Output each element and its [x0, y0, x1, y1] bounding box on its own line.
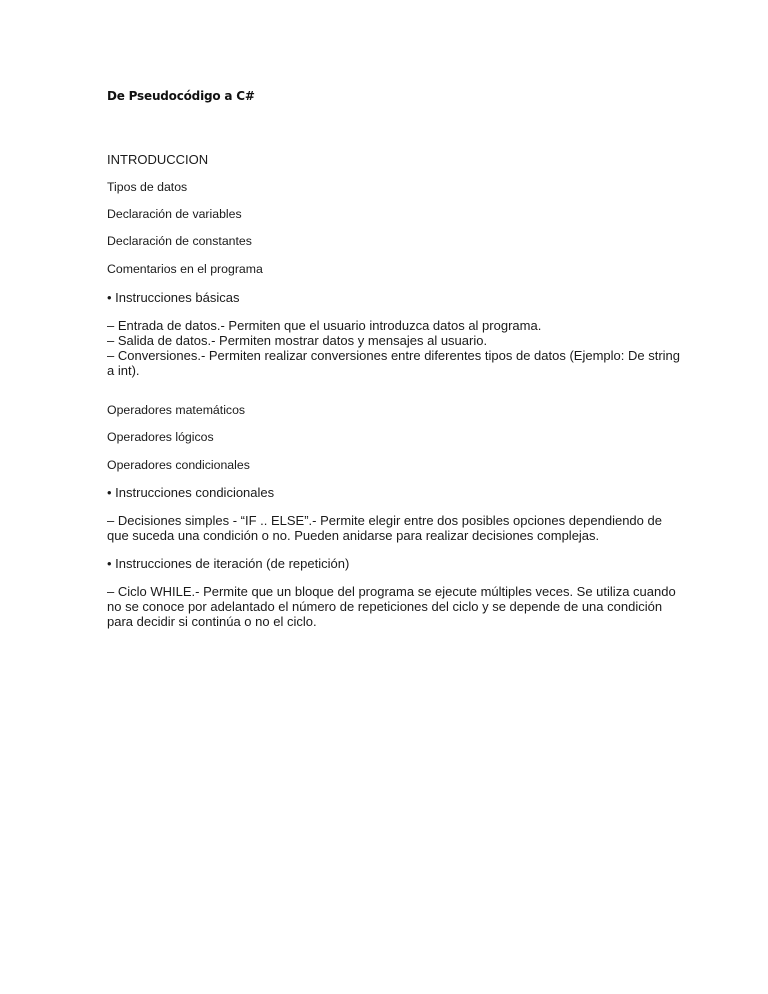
paragraph-line: – Conversiones.- Permiten realizar conversiones entre diferentes tipos de datos (Ejemplo: De string: [107, 348, 680, 363]
heading-introduccion: INTRODUCCION: [107, 152, 209, 167]
item-tipos-de-datos: Tipos de datos: [107, 180, 188, 194]
paragraph-line: a int).: [107, 363, 140, 378]
paragraph-line: – Entrada de datos.- Permiten que el usuario introduzca datos al programa.: [107, 318, 542, 333]
paragraph-decisiones: [107, 513, 663, 543]
paragraph-line: – Decisiones simples - “IF .. ELSE”.- Permite elegir entre dos posibles opciones dependiendo de: [107, 513, 662, 528]
document-title: De Pseudocódigo a C#: [107, 89, 255, 103]
bullet-instrucciones-iteracion: • Instrucciones de iteración (de repetición): [107, 556, 350, 571]
bullet-instrucciones-condicionales: • Instrucciones condicionales: [107, 485, 275, 500]
item-operadores-logicos: Operadores lógicos: [107, 430, 214, 444]
bullet-instrucciones-basicas: • Instrucciones básicas: [107, 290, 240, 305]
item-operadores-matematicos: Operadores matemáticos: [107, 403, 246, 417]
item-operadores-condicionales: Operadores condicionales: [107, 458, 250, 472]
paragraph-instrucciones-basicas: [107, 318, 680, 378]
item-declaracion-variables: Declaración de variables: [107, 207, 242, 221]
paragraph-line: – Ciclo WHILE.- Permite que un bloque del programa se ejecute múltiples veces. Se utiliza cuando: [107, 584, 676, 599]
paragraph-line: – Salida de datos.- Permiten mostrar datos y mensajes al usuario.: [107, 333, 488, 348]
paragraph-ciclo-while: [107, 584, 676, 629]
item-declaracion-constantes: Declaración de constantes: [107, 234, 252, 248]
paragraph-line: no se conoce por adelantado el número de repeticiones del ciclo y se depende de una condición: [107, 599, 663, 614]
item-comentarios: Comentarios en el programa: [107, 262, 263, 276]
paragraph-line: para decidir si continúa o no el ciclo.: [107, 614, 317, 629]
paragraph-line: que suceda una condición o no. Pueden anidarse para realizar decisiones complejas.: [107, 528, 600, 543]
